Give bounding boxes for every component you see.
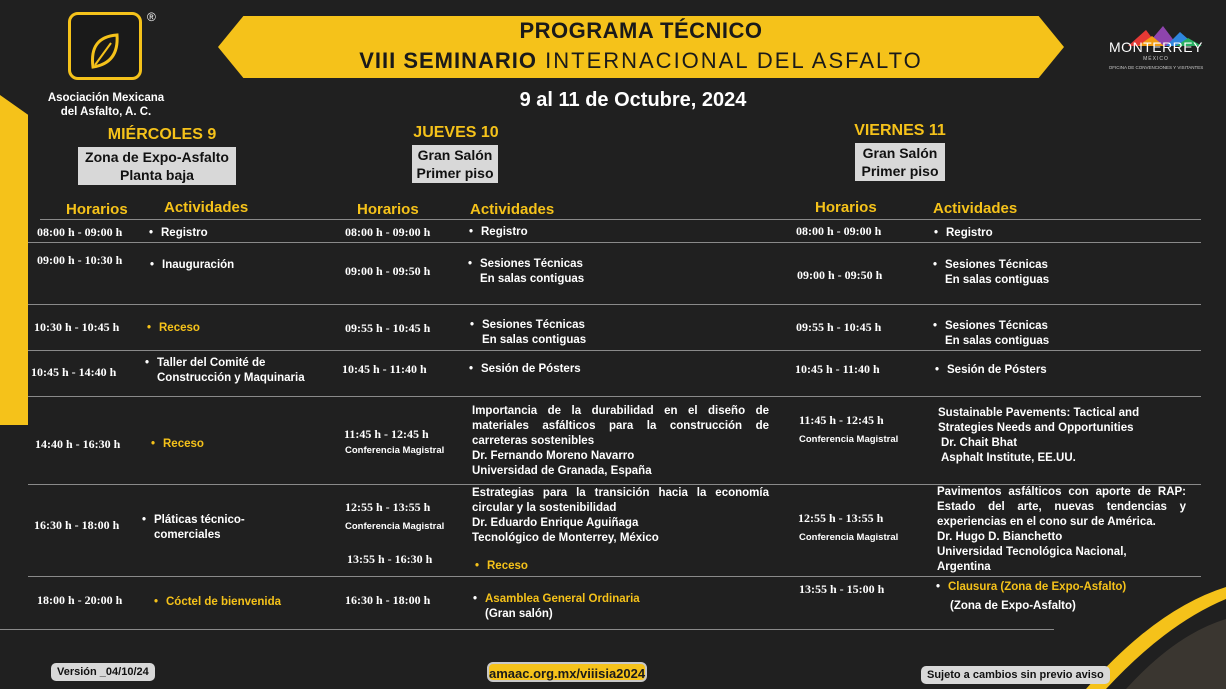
time-cell: 10:45 h - 11:40 h [342, 362, 427, 376]
disclaimer-label: Sujeto a cambios sin previo aviso [921, 666, 1110, 684]
time-cell: 10:45 h - 11:40 h [795, 362, 880, 376]
time-cell: 09:00 h - 09:50 h [345, 264, 431, 278]
row-divider [28, 576, 1201, 577]
time-cell: 11:45 h - 12:45 h [799, 413, 884, 427]
time-cell: 18:00 h - 20:00 h [37, 593, 123, 607]
row-divider [0, 629, 1054, 630]
version-label: Versión _04/10/24 [51, 663, 155, 681]
activity-cell: • Sesión de Pósters [947, 363, 1047, 378]
time-cell: 10:45 h - 14:40 h [31, 365, 117, 379]
partner-country: MÉXICO [1143, 56, 1169, 62]
activity-cell: • Receso [487, 559, 528, 574]
time-cell: 09:55 h - 10:45 h [345, 321, 431, 335]
time-cell: 11:45 h - 12:45 h [344, 427, 429, 441]
time-cell: 09:55 h - 10:45 h [796, 320, 882, 334]
venue-wednesday: Zona de Expo-Asfalto Planta baja [78, 147, 236, 185]
fri-time-header: Horarios [815, 199, 877, 216]
organization-name: Asociación Mexicana del Asfalto, A. C. [47, 92, 165, 118]
activity-cell: • Clausura (Zona de Expo-Asfalto) (Zona de Expo-Asfalto) [948, 580, 1126, 614]
session-type: Conferencia Magistral [345, 445, 445, 456]
talk-details: Estrategias para la transición hacia la economía circular y la sostenibilidad Dr. Eduardo Enrique Aguiñaga Tecnológico de Monterrey, México [472, 487, 769, 544]
session-type: Conferencia Magistral [345, 521, 445, 532]
activity-cell: • Sesiones Técnicas En salas contiguas [480, 257, 584, 287]
partner-name: MONTERREY [1109, 39, 1203, 55]
registered-mark: ® [147, 10, 156, 24]
wed-time-header: Horarios [66, 201, 128, 218]
activity-cell: • Asamblea General Ordinaria (Gran salón) [485, 592, 640, 622]
row-divider [28, 304, 1201, 305]
time-cell: 09:00 h - 09:50 h [797, 268, 883, 282]
row-divider [28, 242, 1201, 243]
venue-friday: Gran Salón Primer piso [855, 143, 945, 181]
activity-cell: • Registro [946, 226, 993, 241]
activity-cell: • Sesiones Técnicas En salas contiguas [945, 319, 1049, 349]
activity-cell: • Inauguración [162, 258, 234, 273]
thu-time-header: Horarios [357, 201, 419, 218]
time-cell: 12:55 h - 13:55 h [345, 500, 431, 514]
session-type: Conferencia Magistral [799, 532, 899, 543]
time-cell: 13:55 h - 15:00 h [799, 582, 885, 596]
thu-activity-header: Actividades [470, 201, 555, 218]
talk-details: Pavimentos asfálticos con aporte de RAP: Estado del arte, nuevas tendencias y experiencias en el cono sur de América. Dr. Hugo D. Bianchetto Universidad Tecnológica Nacional, Argentina [937, 486, 1186, 573]
wed-activity-header: Actividades [164, 199, 249, 216]
talk-details: Importancia de la durabilidad en el diseño de materiales asfálticos para la construcción de carreteras sostenibles Dr. Fernando Moreno Navarro Universidad de Granada, España [472, 405, 769, 477]
website-link[interactable]: amaac.org.mx/viiisia2024 [487, 662, 647, 682]
fri-activity-header: Actividades [933, 200, 1018, 217]
activity-cell: • Sesiones Técnicas En salas contiguas [945, 258, 1049, 288]
seminar-title: VIII SEMINARIO INTERNACIONAL DEL ASFALTO [359, 48, 923, 73]
partner-subtitle: OFICINA DE CONVENCIONES Y VISITANTES [1108, 65, 1204, 70]
activity-cell: • Sesiones Técnicas En salas contiguas [482, 318, 586, 348]
time-cell: 12:55 h - 13:55 h [798, 511, 884, 525]
row-divider [28, 396, 1201, 397]
leaf-icon [71, 15, 139, 77]
event-dates: 9 al 11 de Octubre, 2024 [519, 89, 747, 111]
venue-thursday: Gran Salón Primer piso [412, 145, 498, 183]
time-cell: 08:00 h - 09:00 h [37, 225, 123, 239]
activity-cell: • Registro [481, 225, 528, 240]
program-title: PROGRAMA TÉCNICO [519, 18, 763, 43]
time-cell: 16:30 h - 18:00 h [34, 518, 120, 532]
day-wednesday: MIÉRCOLES 9 [107, 126, 217, 143]
activity-cell: • Cóctel de bienvenida [166, 595, 281, 610]
time-cell: 08:00 h - 09:00 h [345, 225, 431, 239]
day-thursday: JUEVES 10 [413, 124, 499, 141]
time-cell: 09:00 h - 10:30 h [37, 253, 123, 267]
day-friday: VIERNES 11 [854, 122, 946, 139]
row-divider [28, 350, 1201, 351]
amaac-logo [68, 12, 142, 80]
time-cell: 08:00 h - 09:00 h [796, 224, 882, 238]
time-cell: 13:55 h - 16:30 h [347, 552, 433, 566]
side-accent-stripe [0, 95, 28, 425]
activity-cell: • Taller del Comité de Construcción y Maquinaria [157, 356, 305, 386]
activity-cell: • Receso [163, 437, 204, 452]
activity-cell: • Registro [161, 226, 208, 241]
time-cell: 14:40 h - 16:30 h [35, 437, 121, 451]
activity-cell: • Sesión de Pósters [481, 362, 581, 377]
talk-details: Sustainable Pavements: Tactical and Strategies Needs and Opportunities Dr. Chait Bhat Asphalt Institute, EE.UU. [938, 407, 1140, 464]
time-cell: 16:30 h - 18:00 h [345, 593, 431, 607]
activity-cell: • Pláticas técnico- comerciales [154, 513, 245, 543]
activity-cell: • Receso [159, 321, 200, 336]
time-cell: 10:30 h - 10:45 h [34, 320, 120, 334]
session-type: Conferencia Magistral [799, 434, 899, 445]
row-divider [40, 219, 1201, 220]
